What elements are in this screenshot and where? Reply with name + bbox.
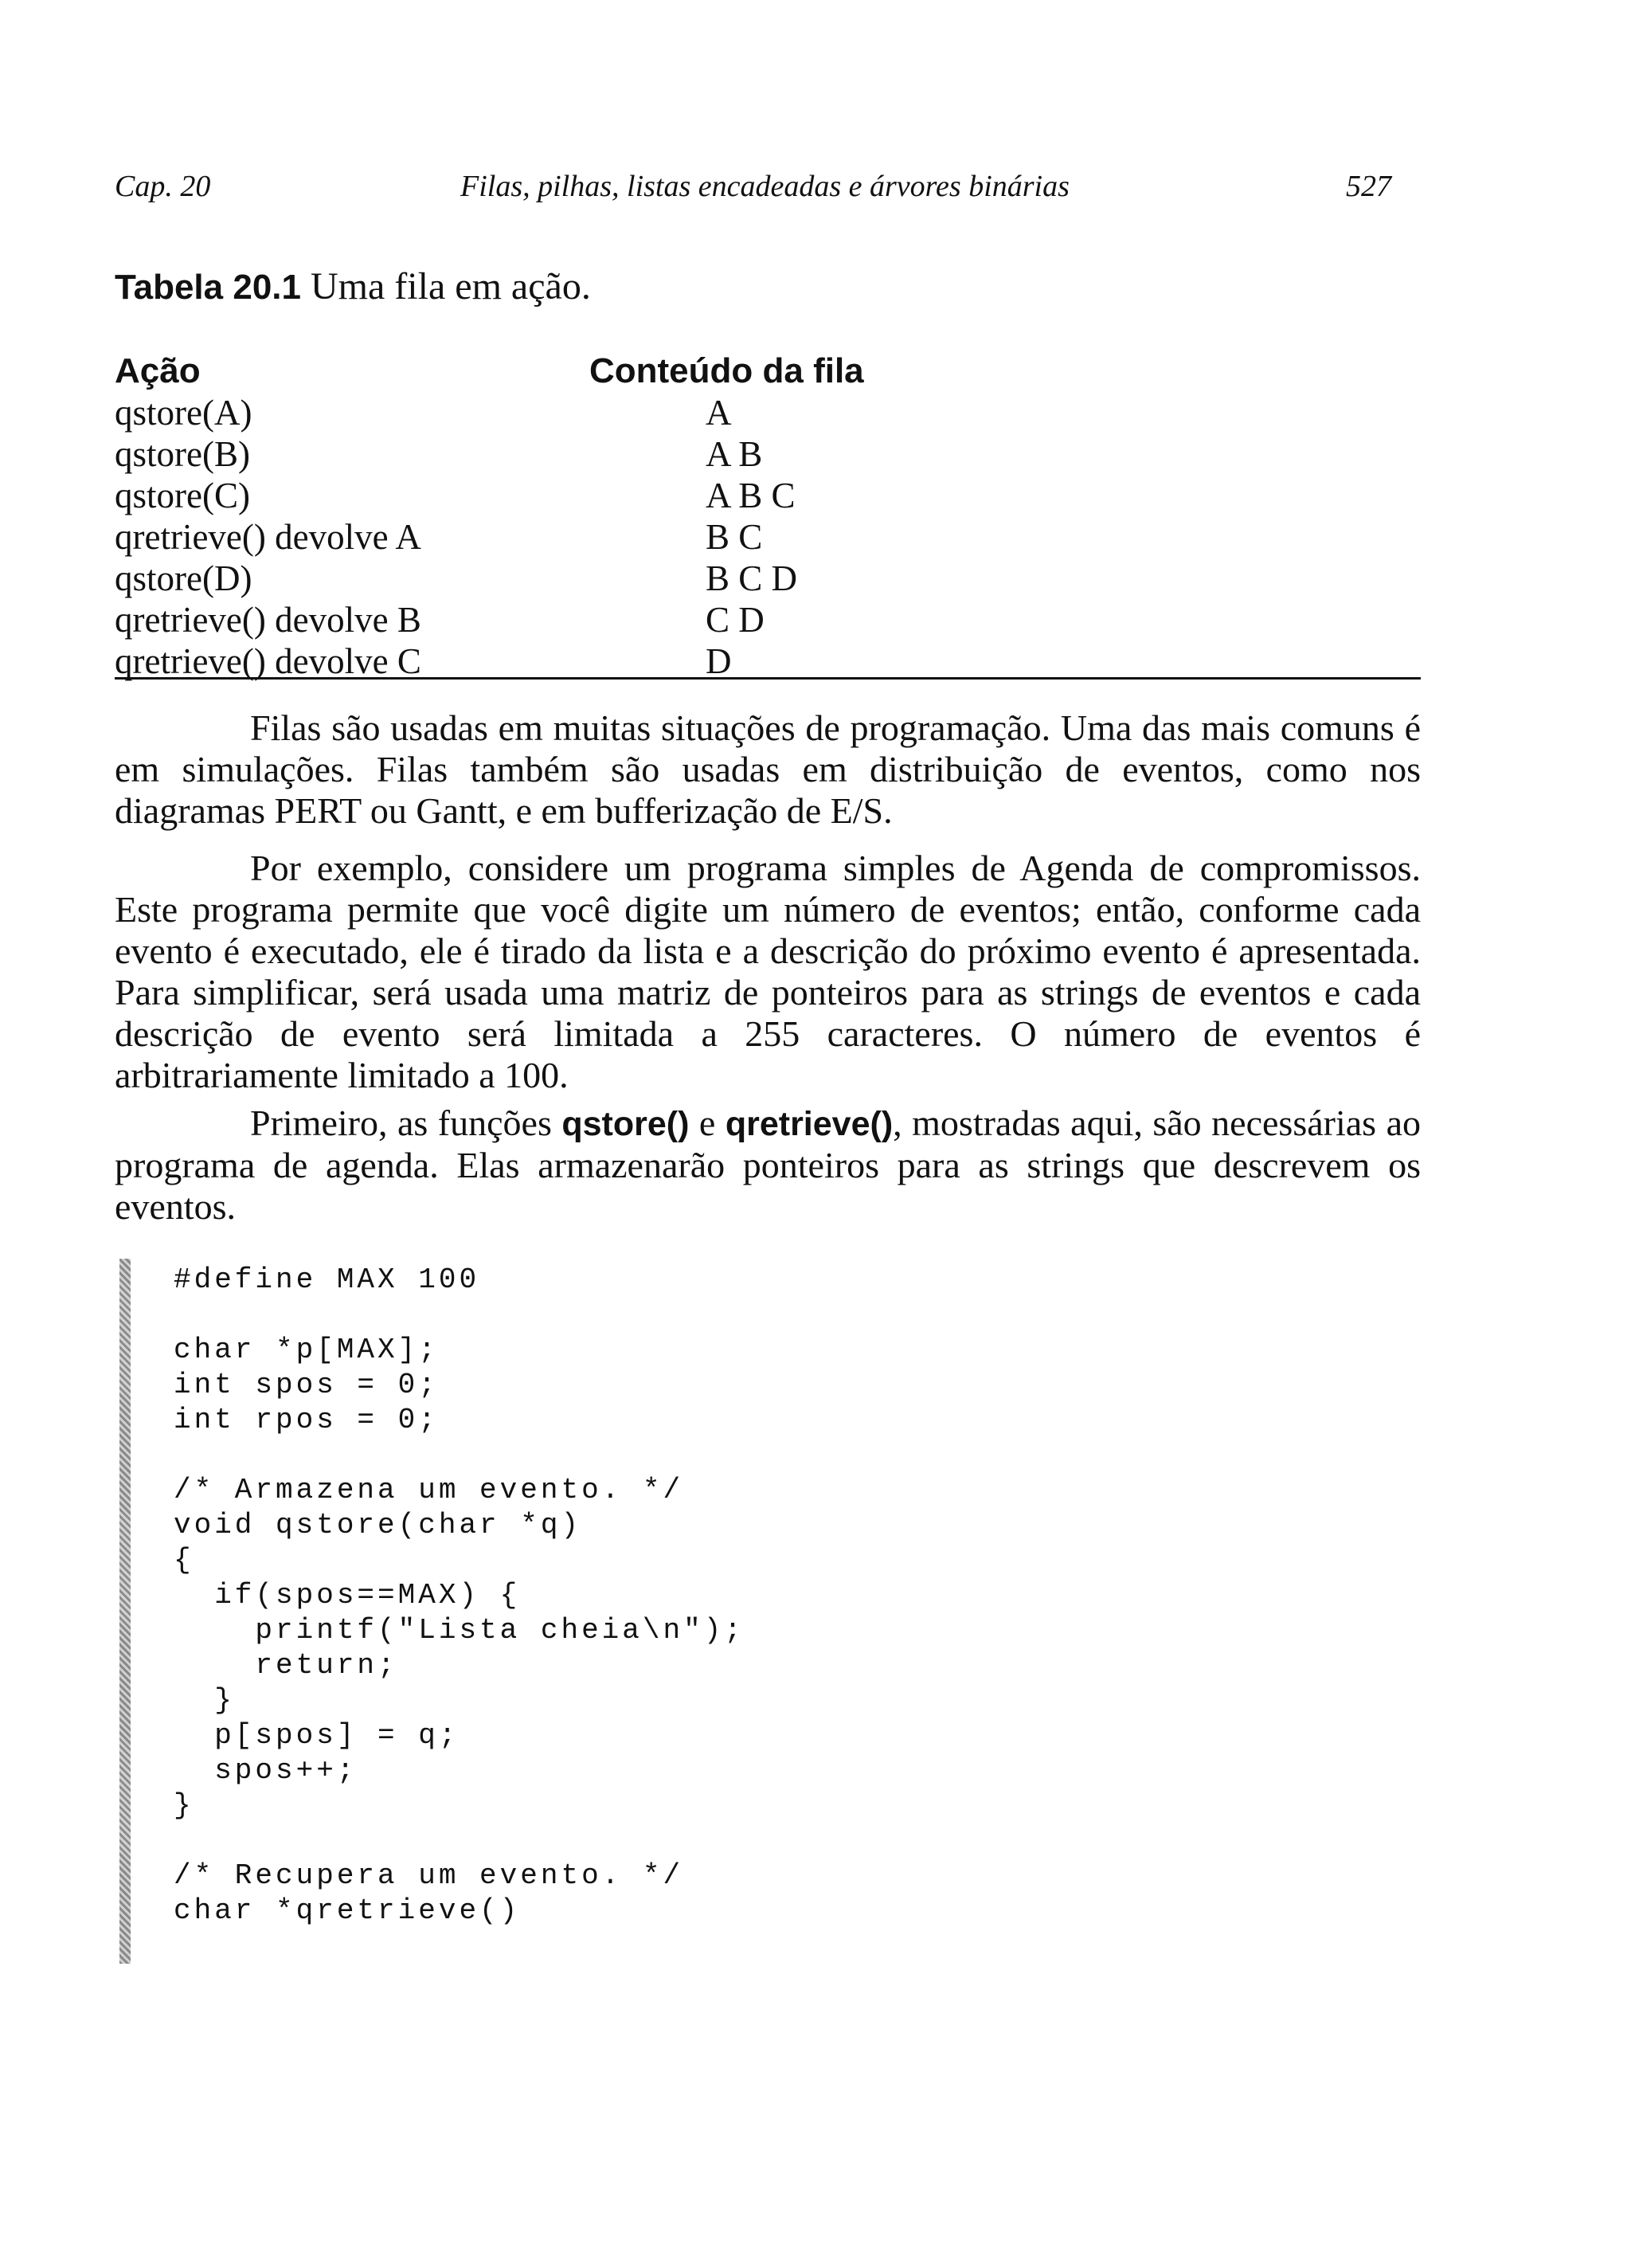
paragraph-3-text-after: , mostradas aqui, são necessárias ao programa de agenda. Elas armazenarão ponteiros para as strings que descrevem os eventos. [115, 1103, 1421, 1227]
table-cell-conteudo: D [706, 641, 732, 681]
code-line: void qstore(char *q) [174, 1509, 582, 1541]
acao-call: qstore(A) [115, 393, 252, 433]
code-line: p[spos] = q; [174, 1719, 460, 1752]
code-line [174, 1823, 1368, 1859]
code-line: } [174, 1684, 235, 1717]
code-line: int rpos = 0; [174, 1404, 439, 1436]
code-line: /* Armazena um evento. */ [174, 1474, 684, 1506]
paragraph-3-text-mid: e [689, 1103, 726, 1143]
code-line: printf("Lista cheia\n"); [174, 1614, 745, 1647]
code-line [174, 1298, 1368, 1333]
table-cell-acao [115, 640, 421, 682]
acao-call: qstore(D) [115, 558, 252, 598]
table-cell-acao [115, 516, 421, 558]
table-cell-conteudo: C D [706, 600, 765, 640]
acao-call: qretrieve() [115, 641, 266, 681]
acao-call: qstore(C) [115, 476, 250, 515]
acao-call: qretrieve() [115, 517, 266, 557]
table-row [115, 599, 1421, 640]
code-line: char *qretrieve() [174, 1894, 521, 1927]
function-name-qstore: qstore() [561, 1105, 690, 1143]
acao-result: devolve C [265, 641, 421, 681]
table-cell-acao [115, 392, 252, 433]
chapter-label: Cap. 20 [115, 170, 211, 203]
code-listing [174, 1263, 1368, 1929]
code-line [174, 1438, 1368, 1473]
table-row [115, 475, 1421, 516]
code-line: char *p[MAX]; [174, 1334, 439, 1366]
code-line: if(spos==MAX) { [174, 1579, 521, 1612]
table-caption [115, 263, 591, 311]
code-line: { [174, 1544, 194, 1577]
running-title: Filas, pilhas, listas encadeadas e árvores binárias [460, 170, 1070, 203]
code-line: #define MAX 100 [174, 1263, 480, 1296]
table-row [115, 516, 1421, 558]
table-bottom-rule [115, 677, 1421, 680]
table-cell-acao [115, 433, 250, 475]
column-header-conteudo: Conteúdo da fila [589, 351, 864, 390]
paragraph-3-text-before: Primeiro, as funções [250, 1103, 562, 1143]
acao-result: devolve A [265, 517, 421, 557]
acao-call: qstore(B) [115, 434, 250, 474]
table-row [115, 640, 1421, 682]
table-body [115, 392, 1421, 682]
table-caption-label: Tabela 20.1 [115, 268, 301, 307]
code-line: } [174, 1789, 194, 1822]
table-cell-conteudo: A [706, 393, 732, 433]
table-cell-conteudo: B C [706, 517, 763, 557]
table-cell-conteudo: B C D [706, 558, 798, 598]
code-line: spos++; [174, 1754, 358, 1787]
table-row [115, 558, 1421, 599]
table-cell-acao [115, 599, 421, 640]
table-cell-acao [115, 558, 252, 599]
table-cell-conteudo: A B [706, 434, 763, 474]
paragraph-3 [115, 1103, 1421, 1228]
code-margin-bar [119, 1259, 131, 1964]
page-number: 527 [1346, 170, 1391, 203]
code-line: /* Recupera um evento. */ [174, 1859, 684, 1892]
table-header-row [115, 351, 1421, 392]
table-cell-conteudo: A B C [706, 476, 796, 515]
column-header-acao: Ação [115, 351, 201, 390]
table-row [115, 392, 1421, 433]
acao-call: qretrieve() [115, 600, 266, 640]
table-row [115, 433, 1421, 475]
code-line: int spos = 0; [174, 1369, 439, 1401]
queue-table [115, 351, 1421, 682]
paragraph-2: Por exemplo, considere um programa simples de Agenda de compromissos. Este programa permite que você digite um número de eventos; então, conforme cada evento é executado, ele é tirado da lista e a descrição do próximo evento é apresentada. Para simplificar, será usada uma matriz de ponteiros para as strings de eventos e cada descrição de evento será limitada a 255 caracteres. O número de eventos é arbitrariamente limitado a 100. [115, 848, 1421, 1095]
table-cell-acao [115, 475, 250, 516]
code-line: return; [174, 1649, 398, 1682]
function-name-qretrieve: qretrieve() [725, 1105, 894, 1143]
acao-result: devolve B [265, 600, 421, 640]
table-caption-text: Uma fila em ação. [311, 265, 591, 307]
paragraph-1: Filas são usadas em muitas situações de programação. Uma das mais comuns é em simulações. Filas também são usadas em distribuição de eventos, como nos diagramas PERT ou Gantt, e em bufferização de E/S. [115, 707, 1421, 831]
